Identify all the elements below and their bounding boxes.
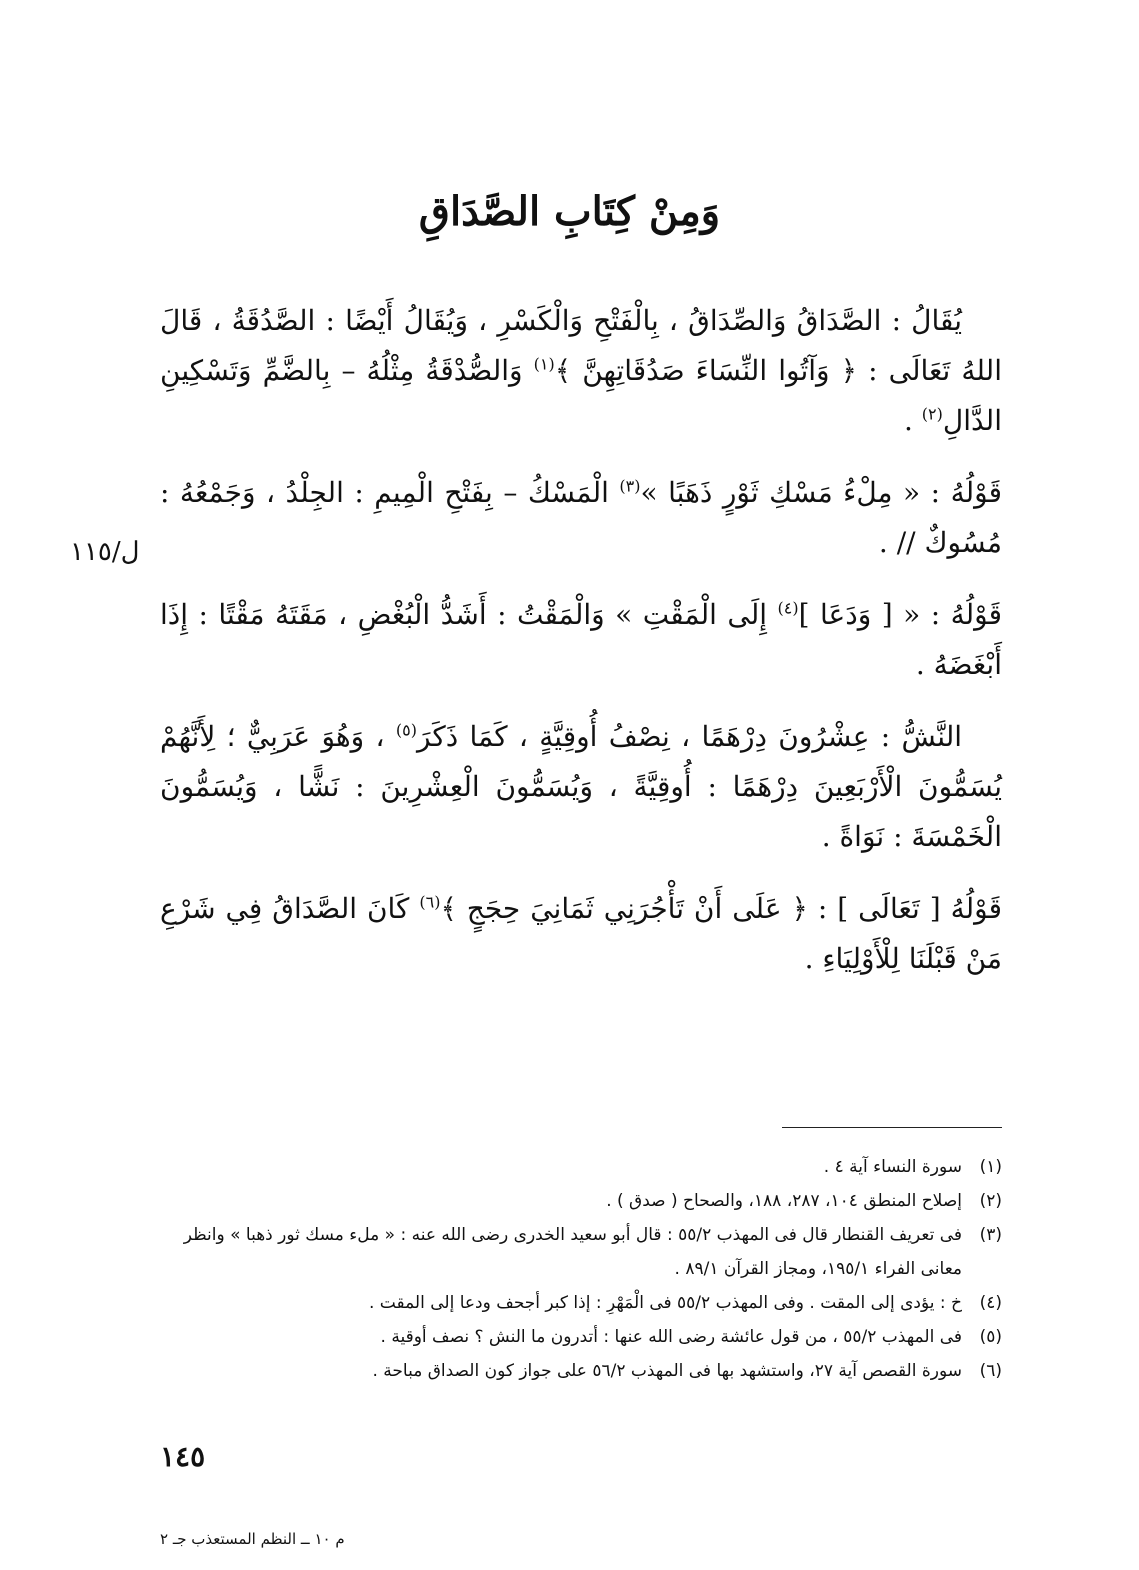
footnote-4: (٤) خ : يؤدى إلى المقت . وفى المهذب ٥٥/٢ فى الْمَهْرِ : إذا كبر أجحف ودعا إلى المقت . xyxy=(369,1293,1002,1313)
manuscript-folio-marker: ل/١١٥ xyxy=(70,537,140,567)
footnote-ref-3: (٣) xyxy=(619,476,641,496)
footnote-ref-6: (٦) xyxy=(419,892,441,912)
footnote-5: (٥) فى المهذب ٥٥/٢ ، من قول عائشة رضى الله عنها : أتدرون ما النش ؟ نصف أوقية . xyxy=(380,1327,1002,1347)
footnote-1: (١) سورة النساء آية ٤ . xyxy=(823,1157,1002,1177)
paragraph-2: قَوْلُهُ : « مِلْءُ مَسْكِ ثَوْرٍ ذَهَبًا »$^{(٣)}$ الْمَسْكُ – بِفَتْحِ الْمِيمِ : الجِلْدُ ، وَجَمْعُهُ : مُسُوكٌ // . xyxy=(160,476,1002,559)
page-number: ١٤٥ xyxy=(160,1440,206,1473)
main-text xyxy=(160,296,1002,1006)
paragraph-5: قَوْلُهُ [ تَعَالَى ] : ﴿ عَلَى أَنْ تَأْجُرَنِي ثَمَانِيَ حِجَجٍ ﴾$^{(٦)}$ كَانَ الصَّدَاقُ فِي شَرْعِ مَنْ قَبْلَنَا لِلْأَوْلِيَاءِ . xyxy=(160,892,1002,975)
printer-signature: م ١٠ ــ النظم المستعذب جـ ٢ xyxy=(160,1530,345,1548)
footnote-6: (٦) سورة القصص آية ٢٧، واستشهد بها فى المهذب ٥٦/٢ على جواز كون الصداق مباحة . xyxy=(372,1361,1002,1381)
footnote-ref-2: (٢) xyxy=(921,404,943,424)
footnote-ref-4: (٤) xyxy=(777,598,799,618)
chapter-title: وَمِنْ كِتَابِ الصَّدَاقِ xyxy=(418,188,721,235)
footnote-3: (٣) فى تعريف القنطار قال فى المهذب ٥٥/٢ : قال أبو سعيد الخدرى رضى الله عنه : « ملء مسك ثور ذهبا » وانظر معانى الفراء ١٩٥/١، ومجاز القرآن ٨٩/١ . xyxy=(183,1225,1002,1279)
footnote-divider xyxy=(782,1127,1002,1128)
footnotes xyxy=(160,1150,1002,1388)
footnote-ref-1: (١) xyxy=(533,354,555,374)
footnote-ref-5: (٥) xyxy=(395,720,417,740)
footnote-2: (٢) إصلاح المنطق ١٠٤، ٢٨٧، ١٨٨، والصحاح ( صدق ) . xyxy=(606,1191,1002,1211)
paragraph-3: قَوْلُهُ : « [ وَدَعَا ]$^{(٤)}$ إِلَى الْمَقْتِ » وَالْمَقْتُ : أَشَدُّ الْبُغْضِ ، مَقَتَهُ مَقْتًا : إِذَا أَبْغَضَهُ . xyxy=(160,598,1002,681)
paragraph-4: النَّشُّ : عِشْرُونَ دِرْهَمًا ، نِصْفُ أُوقِيَّةٍ ، كَمَا ذَكَرَ$^{(٥)}$ ، وَهُوَ عَرَبِيٌّ ؛ لِأَنَّهُمْ يُسَمُّونَ الْأَرْبَعِينَ دِرْهَمًا : أُوقِيَّةً ، وَيُسَمُّونَ الْعِشْرِينَ : نَشًّا ، وَيُسَمُّونَ الْخَمْسَةَ : نَوَاةً . xyxy=(160,720,1002,853)
paragraph-1: يُقَالُ : الصَّدَاقُ وَالصِّدَاقُ ، بِالْفَتْحِ وَالْكَسْرِ ، وَيُقَالُ أَيْضًا : الصَّدُقَةُ ، قَالَ اللهُ تَعَالَى : ﴿ وَآتُوا النِّسَاءَ صَدُقَاتِهِنَّ ﴾$^{(١)}$ وَالصُّدْقَةُ مِثْلُهُ – بِالضَّمِّ وَتَسْكِينِ الدَّالِ$^{(٢)}$ . xyxy=(160,304,1002,437)
